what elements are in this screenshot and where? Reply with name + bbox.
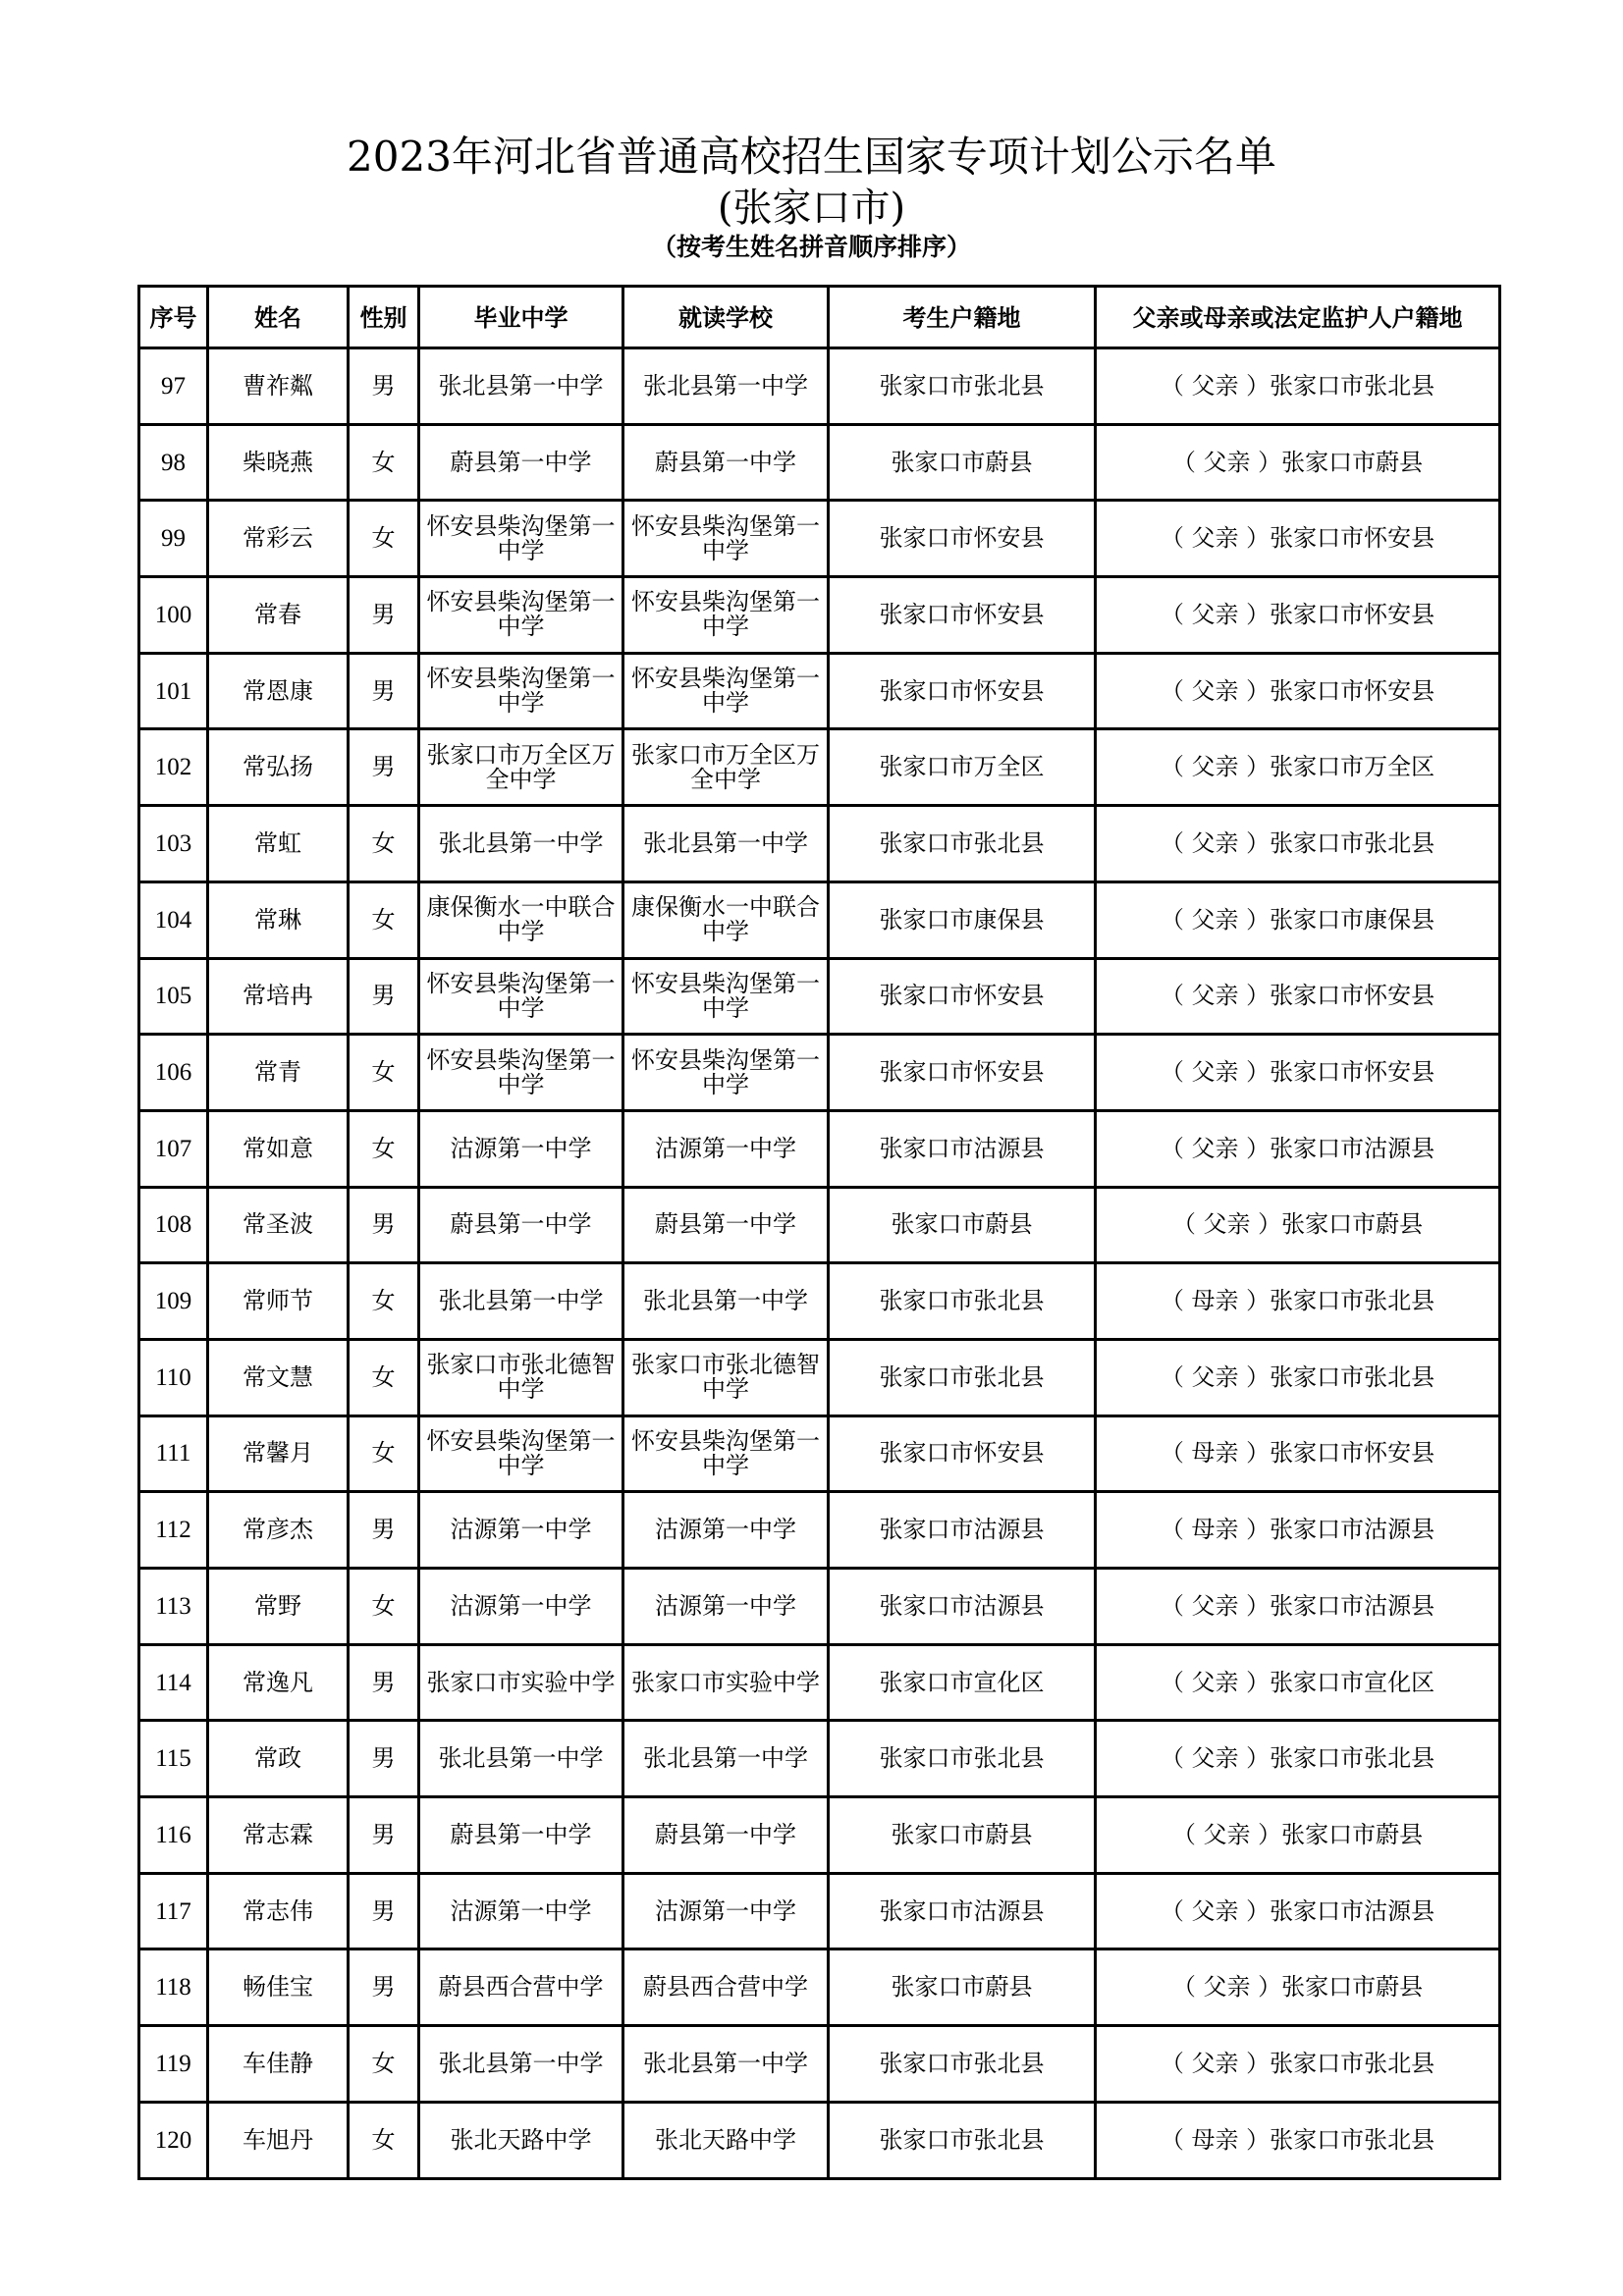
cell-current-school: 蔚县西合营中学	[623, 1949, 829, 2026]
cell-guardian-residence: （ 父亲 ）张家口市怀安县	[1096, 577, 1500, 654]
cell-gender: 女	[349, 881, 419, 958]
table-row	[139, 1492, 1500, 1569]
cell-name: 常野	[208, 1569, 349, 1645]
cell-guardian-residence: （ 母亲 ）张家口市张北县	[1096, 1263, 1500, 1340]
cell-graduated-school: 怀安县柴沟堡第一中学	[419, 653, 623, 729]
cell-student-residence: 张家口市蔚县	[829, 1187, 1096, 1263]
cell-student-residence: 张家口市沽源县	[829, 1110, 1096, 1187]
cell-guardian-residence: （ 父亲 ）张家口市怀安县	[1096, 958, 1500, 1035]
cell-name: 常彦杰	[208, 1492, 349, 1569]
cell-guardian-residence: （ 父亲 ）张家口市怀安县	[1096, 501, 1500, 577]
cell-current-school: 康保衡水一中联合中学	[623, 881, 829, 958]
cell-current-school: 沽源第一中学	[623, 1492, 829, 1569]
cell-seq: 99	[139, 501, 208, 577]
cell-gender: 女	[349, 1035, 419, 1111]
cell-graduated-school: 张家口市实验中学	[419, 1644, 623, 1721]
table-row	[139, 729, 1500, 806]
cell-seq: 110	[139, 1339, 208, 1415]
cell-graduated-school: 怀安县柴沟堡第一中学	[419, 501, 623, 577]
cell-guardian-residence: （ 父亲 ）张家口市康保县	[1096, 881, 1500, 958]
cell-student-residence: 张家口市张北县	[829, 1721, 1096, 1797]
cell-student-residence: 张家口市张北县	[829, 806, 1096, 882]
table-row	[139, 881, 1500, 958]
cell-current-school: 沽源第一中学	[623, 1873, 829, 1949]
cell-guardian-residence: （ 父亲 ）张家口市蔚县	[1096, 1187, 1500, 1263]
page-title: 2023年河北省普通高校招生国家专项计划公示名单	[347, 133, 1276, 181]
cell-gender: 男	[349, 1644, 419, 1721]
cell-gender: 男	[349, 577, 419, 654]
table-header-row	[139, 287, 1500, 348]
cell-current-school: 怀安县柴沟堡第一中学	[623, 577, 829, 654]
cell-seq: 105	[139, 958, 208, 1035]
cell-name: 畅佳宝	[208, 1949, 349, 2026]
cell-student-residence: 张家口市宣化区	[829, 1644, 1096, 1721]
cell-seq: 97	[139, 348, 208, 425]
cell-name: 常文慧	[208, 1339, 349, 1415]
cell-current-school: 张北天路中学	[623, 2102, 829, 2178]
cell-gender: 男	[349, 1187, 419, 1263]
cell-student-residence: 张家口市沽源县	[829, 1569, 1096, 1645]
cell-student-residence: 张家口市张北县	[829, 1339, 1096, 1415]
cell-name: 常师节	[208, 1263, 349, 1340]
cell-name: 常政	[208, 1721, 349, 1797]
cell-current-school: 张北县第一中学	[623, 2026, 829, 2103]
cell-current-school: 怀安县柴沟堡第一中学	[623, 958, 829, 1035]
cell-graduated-school: 张北县第一中学	[419, 806, 623, 882]
column-header-current-school: 就读学校	[623, 287, 829, 348]
roster-table	[137, 285, 1501, 2180]
cell-seq: 116	[139, 1797, 208, 1874]
column-header-name: 姓名	[208, 287, 349, 348]
cell-student-residence: 张家口市怀安县	[829, 501, 1096, 577]
cell-gender: 男	[349, 729, 419, 806]
cell-gender: 男	[349, 348, 419, 425]
cell-name: 常如意	[208, 1110, 349, 1187]
cell-name: 常培冉	[208, 958, 349, 1035]
cell-current-school: 怀安县柴沟堡第一中学	[623, 1415, 829, 1492]
cell-student-residence: 张家口市沽源县	[829, 1492, 1096, 1569]
table-row	[139, 958, 1500, 1035]
cell-student-residence: 张家口市张北县	[829, 2026, 1096, 2103]
cell-graduated-school: 张家口市万全区万全中学	[419, 729, 623, 806]
cell-guardian-residence: （ 父亲 ）张家口市怀安县	[1096, 653, 1500, 729]
cell-student-residence: 张家口市张北县	[829, 1263, 1096, 1340]
cell-current-school: 蔚县第一中学	[623, 1797, 829, 1874]
table-row	[139, 1569, 1500, 1645]
cell-guardian-residence: （ 父亲 ）张家口市张北县	[1096, 348, 1500, 425]
cell-guardian-residence: （ 父亲 ）张家口市怀安县	[1096, 1035, 1500, 1111]
cell-seq: 100	[139, 577, 208, 654]
cell-name: 常弘扬	[208, 729, 349, 806]
cell-seq: 114	[139, 1644, 208, 1721]
column-header-gender: 性别	[349, 287, 419, 348]
cell-student-residence: 张家口市怀安县	[829, 1035, 1096, 1111]
cell-guardian-residence: （ 父亲 ）张家口市沽源县	[1096, 1110, 1500, 1187]
cell-gender: 男	[349, 1949, 419, 2026]
cell-name: 常志霖	[208, 1797, 349, 1874]
cell-current-school: 沽源第一中学	[623, 1569, 829, 1645]
cell-guardian-residence: （ 父亲 ）张家口市蔚县	[1096, 1949, 1500, 2026]
cell-student-residence: 张家口市怀安县	[829, 1415, 1096, 1492]
cell-seq: 112	[139, 1492, 208, 1569]
cell-name: 常春	[208, 577, 349, 654]
cell-gender: 男	[349, 958, 419, 1035]
cell-guardian-residence: （ 母亲 ）张家口市沽源县	[1096, 1492, 1500, 1569]
cell-name: 常彩云	[208, 501, 349, 577]
sort-note: （按考生姓名拼音顺序排序）	[651, 233, 971, 261]
table-row	[139, 1339, 1500, 1415]
cell-seq: 106	[139, 1035, 208, 1111]
cell-current-school: 张家口市实验中学	[623, 1644, 829, 1721]
cell-name: 常馨月	[208, 1415, 349, 1492]
cell-seq: 109	[139, 1263, 208, 1340]
cell-gender: 女	[349, 2102, 419, 2178]
cell-guardian-residence: （ 母亲 ）张家口市怀安县	[1096, 1415, 1500, 1492]
table-row	[139, 1797, 1500, 1874]
cell-current-school: 蔚县第一中学	[623, 424, 829, 501]
cell-guardian-residence: （ 父亲 ）张家口市蔚县	[1096, 1797, 1500, 1874]
table-row	[139, 1949, 1500, 2026]
cell-name: 常琳	[208, 881, 349, 958]
cell-guardian-residence: （ 父亲 ）张家口市万全区	[1096, 729, 1500, 806]
cell-student-residence: 张家口市怀安县	[829, 577, 1096, 654]
cell-graduated-school: 怀安县柴沟堡第一中学	[419, 1035, 623, 1111]
cell-graduated-school: 沽源第一中学	[419, 1569, 623, 1645]
cell-seq: 118	[139, 1949, 208, 2026]
cell-graduated-school: 怀安县柴沟堡第一中学	[419, 577, 623, 654]
cell-student-residence: 张家口市张北县	[829, 348, 1096, 425]
table-row	[139, 1721, 1500, 1797]
cell-gender: 女	[349, 424, 419, 501]
cell-gender: 女	[349, 1415, 419, 1492]
cell-gender: 女	[349, 1569, 419, 1645]
cell-current-school: 怀安县柴沟堡第一中学	[623, 501, 829, 577]
cell-guardian-residence: （ 父亲 ）张家口市宣化区	[1096, 1644, 1500, 1721]
cell-seq: 107	[139, 1110, 208, 1187]
cell-gender: 女	[349, 2026, 419, 2103]
cell-graduated-school: 沽源第一中学	[419, 1492, 623, 1569]
cell-gender: 男	[349, 1492, 419, 1569]
cell-graduated-school: 蔚县第一中学	[419, 424, 623, 501]
cell-name: 常圣波	[208, 1187, 349, 1263]
cell-seq: 119	[139, 2026, 208, 2103]
column-header-graduated-school: 毕业中学	[419, 287, 623, 348]
cell-graduated-school: 怀安县柴沟堡第一中学	[419, 958, 623, 1035]
cell-gender: 男	[349, 1721, 419, 1797]
cell-current-school: 怀安县柴沟堡第一中学	[623, 1035, 829, 1111]
cell-student-residence: 张家口市张北县	[829, 2102, 1096, 2178]
cell-current-school: 张家口市张北德智中学	[623, 1339, 829, 1415]
table-row	[139, 577, 1500, 654]
cell-current-school: 张家口市万全区万全中学	[623, 729, 829, 806]
cell-graduated-school: 康保衡水一中联合中学	[419, 881, 623, 958]
cell-graduated-school: 沽源第一中学	[419, 1110, 623, 1187]
cell-student-residence: 张家口市蔚县	[829, 424, 1096, 501]
cell-graduated-school: 张北县第一中学	[419, 1721, 623, 1797]
table-row	[139, 1110, 1500, 1187]
cell-seq: 111	[139, 1415, 208, 1492]
cell-guardian-residence: （ 父亲 ）张家口市张北县	[1096, 806, 1500, 882]
cell-graduated-school: 怀安县柴沟堡第一中学	[419, 1415, 623, 1492]
cell-guardian-residence: （ 母亲 ）张家口市张北县	[1096, 2102, 1500, 2178]
table-row	[139, 2102, 1500, 2178]
table-row	[139, 1644, 1500, 1721]
cell-gender: 女	[349, 1263, 419, 1340]
cell-name: 常青	[208, 1035, 349, 1111]
cell-name: 车佳静	[208, 2026, 349, 2103]
table-row	[139, 1035, 1500, 1111]
cell-graduated-school: 沽源第一中学	[419, 1873, 623, 1949]
cell-seq: 98	[139, 424, 208, 501]
cell-current-school: 蔚县第一中学	[623, 1187, 829, 1263]
cell-gender: 女	[349, 1110, 419, 1187]
cell-guardian-residence: （ 父亲 ）张家口市张北县	[1096, 1721, 1500, 1797]
cell-name: 常志伟	[208, 1873, 349, 1949]
cell-student-residence: 张家口市怀安县	[829, 958, 1096, 1035]
cell-current-school: 张北县第一中学	[623, 348, 829, 425]
cell-guardian-residence: （ 父亲 ）张家口市沽源县	[1096, 1873, 1500, 1949]
cell-student-residence: 张家口市蔚县	[829, 1949, 1096, 2026]
cell-seq: 101	[139, 653, 208, 729]
cell-name: 常虹	[208, 806, 349, 882]
cell-current-school: 张北县第一中学	[623, 806, 829, 882]
cell-seq: 108	[139, 1187, 208, 1263]
table-row	[139, 806, 1500, 882]
table-row	[139, 501, 1500, 577]
cell-gender: 女	[349, 806, 419, 882]
cell-gender: 女	[349, 1339, 419, 1415]
cell-gender: 男	[349, 653, 419, 729]
cell-seq: 103	[139, 806, 208, 882]
column-header-seq: 序号	[139, 287, 208, 348]
cell-name: 常逸凡	[208, 1644, 349, 1721]
cell-guardian-residence: （ 父亲 ）张家口市蔚县	[1096, 424, 1500, 501]
cell-student-residence: 张家口市万全区	[829, 729, 1096, 806]
cell-graduated-school: 张北天路中学	[419, 2102, 623, 2178]
cell-current-school: 怀安县柴沟堡第一中学	[623, 653, 829, 729]
cell-current-school: 张北县第一中学	[623, 1721, 829, 1797]
cell-seq: 117	[139, 1873, 208, 1949]
cell-seq: 120	[139, 2102, 208, 2178]
cell-seq: 115	[139, 1721, 208, 1797]
cell-name: 柴晓燕	[208, 424, 349, 501]
cell-student-residence: 张家口市康保县	[829, 881, 1096, 958]
page-subtitle: (张家口市)	[717, 186, 906, 231]
cell-student-residence: 张家口市沽源县	[829, 1873, 1096, 1949]
table-row	[139, 1873, 1500, 1949]
cell-graduated-school: 蔚县第一中学	[419, 1797, 623, 1874]
column-header-guardian-residence: 父亲或母亲或法定监护人户籍地	[1096, 287, 1500, 348]
cell-name: 曹祚粼	[208, 348, 349, 425]
cell-gender: 女	[349, 501, 419, 577]
cell-seq: 113	[139, 1569, 208, 1645]
table-row	[139, 348, 1500, 425]
cell-graduated-school: 张北县第一中学	[419, 1263, 623, 1340]
cell-name: 常恩康	[208, 653, 349, 729]
table-row	[139, 1263, 1500, 1340]
cell-student-residence: 张家口市怀安县	[829, 653, 1096, 729]
cell-gender: 男	[349, 1873, 419, 1949]
cell-graduated-school: 张北县第一中学	[419, 2026, 623, 2103]
column-header-student-residence: 考生户籍地	[829, 287, 1096, 348]
table-row	[139, 653, 1500, 729]
cell-graduated-school: 张家口市张北德智中学	[419, 1339, 623, 1415]
cell-guardian-residence: （ 父亲 ）张家口市张北县	[1096, 1339, 1500, 1415]
table-row	[139, 2026, 1500, 2103]
table-row	[139, 424, 1500, 501]
cell-seq: 104	[139, 881, 208, 958]
cell-graduated-school: 张北县第一中学	[419, 348, 623, 425]
cell-guardian-residence: （ 父亲 ）张家口市沽源县	[1096, 1569, 1500, 1645]
cell-graduated-school: 蔚县西合营中学	[419, 1949, 623, 2026]
cell-guardian-residence: （ 父亲 ）张家口市张北县	[1096, 2026, 1500, 2103]
cell-graduated-school: 蔚县第一中学	[419, 1187, 623, 1263]
cell-name: 车旭丹	[208, 2102, 349, 2178]
cell-gender: 男	[349, 1797, 419, 1874]
cell-seq: 102	[139, 729, 208, 806]
cell-current-school: 沽源第一中学	[623, 1110, 829, 1187]
table-row	[139, 1187, 1500, 1263]
cell-current-school: 张北县第一中学	[623, 1263, 829, 1340]
cell-student-residence: 张家口市蔚县	[829, 1797, 1096, 1874]
table-row	[139, 1415, 1500, 1492]
